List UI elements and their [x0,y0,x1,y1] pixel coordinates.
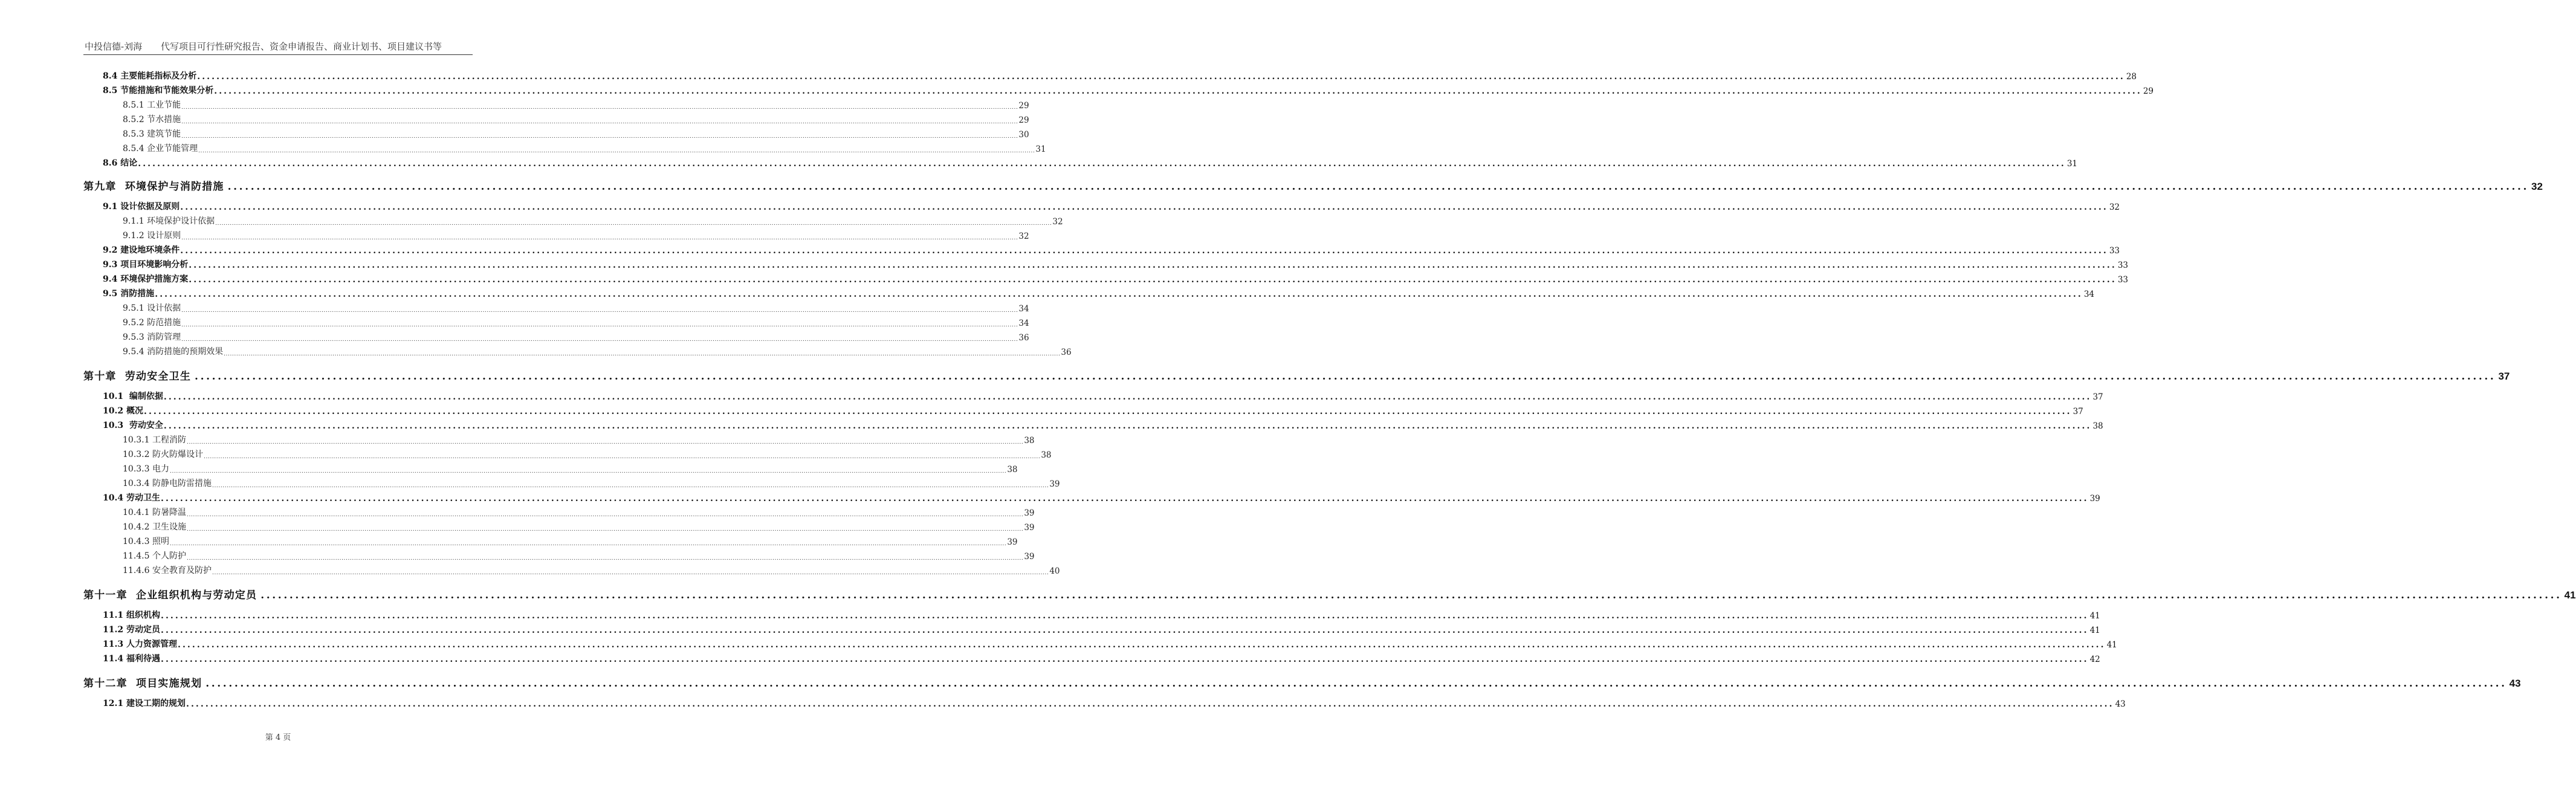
toc-entry-title: 10.2 概况 [103,406,143,416]
toc-subsection-entry[interactable] [123,477,1060,489]
toc-entry-page-number: 41 [2089,626,2100,635]
toc-entry-title: 8.5.4 企业节能管理 [123,144,198,154]
toc-chapter-entry[interactable] [83,585,2576,601]
toc-leader-dots: ................................................................................................................................................................................................................................................................................................................................................................................................................ [186,555,1024,562]
toc-section-entry[interactable] [103,157,2078,169]
toc-chapter-entry[interactable] [83,366,2510,383]
toc-entry-title: 10.3.2 防火防爆设计 [123,450,203,459]
toc-entry-title: 10.4 劳动卫生 [103,493,160,503]
toc-section-entry[interactable] [103,638,2117,650]
toc-chapter-entry[interactable] [83,176,2543,193]
toc-entry-page-number: 39 [1024,552,1035,562]
toc-entry-page-number: 34 [1018,319,1029,328]
toc-entry-page-number: 38 [2092,421,2103,431]
toc-leader-dots: ................................................................................................................................................................................................................................................................................................................................................................................................................ [186,512,1024,518]
toc-leader-dots: ................................................................................................................................................................................................................................................................................................................................................................................................................ [186,699,2114,709]
toc-entry-title: 11.4 福利待遇 [103,654,160,664]
toc-subsection-entry[interactable] [123,462,1018,474]
toc-leader-dots: ................................................................................................................................................................................................................................................................................................................................................................................................................ [215,221,1052,227]
toc-entry-page-number: 42 [2089,655,2100,664]
toc-entry-page-number: 38 [1024,436,1035,445]
toc-entry-page-number: 39 [1024,523,1035,533]
toc-entry-page-number: 43 [2115,699,2126,709]
toc-entry-page-number: 34 [1018,304,1029,314]
toc-leader-dots: ................................................................................................................................................................................................................................................................................................................................................................................................................ [181,105,1018,111]
toc-entry-page-number: 33 [2117,275,2129,285]
toc-entry-title: 11.4.5 个人防护 [123,551,186,561]
toc-leader-dots: ................................................................................................................................................................................................................................................................................................................................................................................................................ [177,640,2106,650]
toc-entry-title: 第十一章 企业组织机构与劳动定员 [83,589,257,601]
toc-entry-title: 9.1 设计依据及原则 [103,202,180,212]
toc-entry-title: 9.5 消防措施 [103,289,155,299]
toc-subsection-entry[interactable] [123,142,1046,154]
page-footer [0,731,556,742]
toc-entry-title: 9.1.1 环境保护设计依据 [123,216,215,226]
toc-leader-dots: ................................................................................................................................................................................................................................................................................................................................................................................................................ [160,494,2089,504]
toc-subsection-entry[interactable] [123,229,1029,241]
toc-entry-page-number: 29 [1018,101,1029,111]
toc-subsection-entry[interactable] [123,448,1052,460]
toc-leader-dots: ................................................................................................................................................................................................................................................................................................................................................................................................................ [224,351,1061,357]
toc-leader-dots: ................................................................................................................................................................................................................................................................................................................................................................................................................ [180,202,2108,212]
toc-leader-dots: ................................................................................................................................................................................................................................................................................................................................................................................................................ [180,246,2108,256]
toc-subsection-entry[interactable] [123,331,1029,343]
toc-leader-dots: ................................................................................................................................................................................................................................................................................................................................................................................................................ [212,483,1049,489]
toc-subsection-entry[interactable] [123,113,1029,125]
toc-subsection-entry[interactable] [123,215,1063,227]
toc-entry-page-number: 37 [2092,392,2103,402]
toc-entry-title: 11.2 劳动定员 [103,625,160,635]
toc-leader-dots: ................................................................................................................................................................................................................................................................................................................................................................................................................ [138,159,2066,169]
toc-entry-page-number: 39 [2089,494,2100,504]
toc-section-entry[interactable] [103,609,2100,621]
toc-entry-title: 8.5.3 建筑节能 [123,129,181,139]
toc-entry-page-number: 40 [1049,566,1060,576]
toc-entry-title: 8.5.2 节水措施 [123,115,181,125]
toc-entry-title: 第十章 劳动安全卫生 [83,371,192,383]
toc-entry-page-number: 37 [2498,371,2510,382]
toc-subsection-entry[interactable] [123,520,1035,533]
toc-subsection-entry[interactable] [123,345,1072,357]
toc-section-entry[interactable] [103,697,2126,709]
toc-entry-page-number: 41 [2106,640,2117,650]
toc-leader-dots: ................................................................................................................................................................................................................................................................................................................................................................................................................ [181,337,1018,343]
toc-leader-dots: ................................................................................................................................................................................................................................................................................................................................................................................................................ [160,611,2089,621]
toc-subsection-entry[interactable] [123,506,1035,518]
toc-entry-title: 9.5.4 消防措施的预期效果 [123,347,224,357]
toc-chapter-entry[interactable] [83,673,2521,690]
toc-entry-page-number: 29 [2143,86,2154,96]
toc-leader-dots: ................................................................................................................................................................................................................................................................................................................................................................................................................ [186,439,1024,445]
toc-entry-title: 11.1 组织机构 [103,610,160,620]
toc-leader-dots: ................................................................................................................................................................................................................................................................................................................................................................................................................ [181,308,1018,314]
toc-section-entry[interactable] [103,419,2103,431]
header-author: 中投信德-刘海 [85,41,143,52]
toc-entry-title: 10.3.4 防静电防雷措施 [123,479,212,488]
toc-entry-page-number: 41 [2564,589,2576,601]
toc-entry-page-number: 38 [1041,450,1052,460]
toc-section-entry[interactable] [103,244,2120,256]
toc-leader-dots: ................................................................................................................................................................................................................................................................................................................................................................................................................ [186,526,1024,533]
toc-leader-dots: ................................................................................................................................................................................................................................................................................................................................................................................................................ [181,322,1018,328]
toc-subsection-entry[interactable] [123,549,1035,562]
toc-leader-dots: ................................................................................................................................................................................................................................................................................................................................................................................................................ [227,181,2529,193]
toc-entry-title: 第九章 环境保护与消防措施 [83,181,224,193]
toc-entry-title: 11.3 人力资源管理 [103,640,177,649]
toc-entry-page-number: 38 [1007,465,1018,474]
toc-entry-page-number: 34 [2083,290,2095,299]
toc-entry-title: 第十二章 项目实施规划 [83,678,202,690]
toc-subsection-entry[interactable] [123,564,1060,576]
toc-entry-title: 8.5.1 工业节能 [123,100,181,110]
toc-leader-dots: ................................................................................................................................................................................................................................................................................................................................................................................................................ [155,290,2083,299]
toc-entry-page-number: 36 [1061,348,1072,357]
toc-leader-dots: ................................................................................................................................................................................................................................................................................................................................................................................................................ [163,392,2092,402]
toc-entry-title: 11.4.6 安全教育及防护 [123,566,212,575]
toc-subsection-entry[interactable] [123,316,1029,328]
toc-entry-title: 8.4 主要能耗指标及分析 [103,71,197,81]
toc-entry-page-number: 33 [2109,246,2120,256]
toc-entry-page-number: 32 [2531,181,2543,192]
toc-entry-page-number: 32 [2109,202,2120,212]
toc-leader-dots: ................................................................................................................................................................................................................................................................................................................................................................................................................ [163,421,2092,431]
toc-leader-dots: ................................................................................................................................................................................................................................................................................................................................................................................................................ [261,589,2562,601]
toc-entry-title: 9.2 建设地环境条件 [103,245,180,255]
toc-subsection-entry[interactable] [123,433,1035,445]
toc-leader-dots: ................................................................................................................................................................................................................................................................................................................................................................................................................ [195,371,2496,383]
toc-section-entry[interactable] [103,258,2129,270]
page-header [83,39,473,55]
toc-entry-page-number: 39 [1024,508,1035,518]
page-number-label: 第 4 页 [265,733,291,742]
toc-leader-dots: ................................................................................................................................................................................................................................................................................................................................................................................................................ [189,261,2117,270]
toc-entry-page-number: 43 [2509,678,2521,689]
toc-entry-title: 8.5 节能措施和节能效果分析 [103,86,214,96]
toc-entry-page-number: 29 [1018,115,1029,125]
toc-leader-dots: ................................................................................................................................................................................................................................................................................................................................................................................................................ [169,468,1007,474]
toc-leader-dots: ................................................................................................................................................................................................................................................................................................................................................................................................................ [189,275,2117,285]
toc-entry-title: 10.1 编制依据 [103,392,163,401]
toc-entry-page-number: 31 [2066,159,2078,169]
toc-entry-title: 10.3.1 工程消防 [123,435,186,445]
toc-section-entry[interactable] [103,404,2083,416]
header-services: 代写项目可行性研究报告、资金申请报告、商业计划书、项目建议书等 [161,41,442,52]
toc-section-entry[interactable] [103,491,2100,504]
toc-leader-dots: ................................................................................................................................................................................................................................................................................................................................................................................................................ [181,235,1018,241]
toc-section-entry[interactable] [103,70,2137,82]
toc-subsection-entry[interactable] [123,535,1018,547]
toc-section-entry[interactable] [103,623,2100,635]
toc-section-entry[interactable] [103,273,2129,285]
toc-entry-page-number: 28 [2126,72,2137,82]
toc-entry-page-number: 41 [2089,611,2100,621]
toc-leader-dots: ................................................................................................................................................................................................................................................................................................................................................................................................................ [197,72,2125,82]
toc-section-entry[interactable] [103,652,2100,664]
toc-entry-title: 10.4.3 照明 [123,537,169,546]
toc-entry-title: 9.3 项目环境影响分析 [103,260,189,270]
toc-leader-dots: ................................................................................................................................................................................................................................................................................................................................................................................................................ [143,407,2072,416]
toc-subsection-entry[interactable] [123,128,1029,140]
toc-entry-page-number: 36 [1018,333,1029,343]
toc-entry-title: 12.1 建设工期的规划 [103,699,186,708]
toc-section-entry[interactable] [103,84,2154,96]
toc-entry-title: 9.5.3 消防管理 [123,332,181,342]
toc-leader-dots: ................................................................................................................................................................................................................................................................................................................................................................................................................ [160,626,2089,635]
toc-entry-title: 8.6 结论 [103,158,138,168]
toc-entry-title: 10.4.2 卫生设施 [123,522,186,532]
toc-subsection-entry[interactable] [123,302,1029,314]
toc-section-entry[interactable] [103,287,2095,299]
toc-section-entry[interactable] [103,390,2103,402]
toc-entry-title: 9.5.2 防范措施 [123,318,181,328]
toc-entry-title: 10.4.1 防暑降温 [123,508,186,517]
toc-leader-dots: ................................................................................................................................................................................................................................................................................................................................................................................................................ [169,541,1007,547]
toc-entry-page-number: 37 [2073,407,2083,416]
toc-entry-page-number: 39 [1007,537,1018,547]
toc-subsection-entry[interactable] [123,99,1029,111]
toc-leader-dots: ................................................................................................................................................................................................................................................................................................................................................................................................................ [198,148,1035,154]
toc-leader-dots: ................................................................................................................................................................................................................................................................................................................................................................................................................ [205,678,2507,690]
toc-leader-dots: ................................................................................................................................................................................................................................................................................................................................................................................................................ [181,134,1018,140]
toc-entry-title: 9.5.1 设计依据 [123,303,181,313]
toc-leader-dots: ................................................................................................................................................................................................................................................................................................................................................................................................................ [203,454,1041,460]
toc-entry-page-number: 39 [1049,479,1060,489]
toc-leader-dots: ................................................................................................................................................................................................................................................................................................................................................................................................................ [181,119,1018,125]
toc-entry-title: 9.4 环境保护措施方案 [103,274,189,284]
toc-leader-dots: ................................................................................................................................................................................................................................................................................................................................................................................................................ [214,86,2142,96]
toc-leader-dots: ................................................................................................................................................................................................................................................................................................................................................................................................................ [212,570,1049,576]
toc-entry-page-number: 30 [1018,130,1029,140]
toc-entry-title: 9.1.2 设计原则 [123,231,181,241]
toc-section-entry[interactable] [103,200,2120,212]
toc-entry-title: 10.3.3 电力 [123,464,169,474]
toc-entry-title: 10.3 劳动安全 [103,421,163,430]
toc-leader-dots: ................................................................................................................................................................................................................................................................................................................................................................................................................ [160,655,2089,664]
toc-entry-page-number: 33 [2117,261,2129,270]
toc-entry-page-number: 31 [1035,144,1046,154]
toc-entry-page-number: 32 [1018,232,1029,241]
toc-entry-page-number: 32 [1052,217,1063,227]
